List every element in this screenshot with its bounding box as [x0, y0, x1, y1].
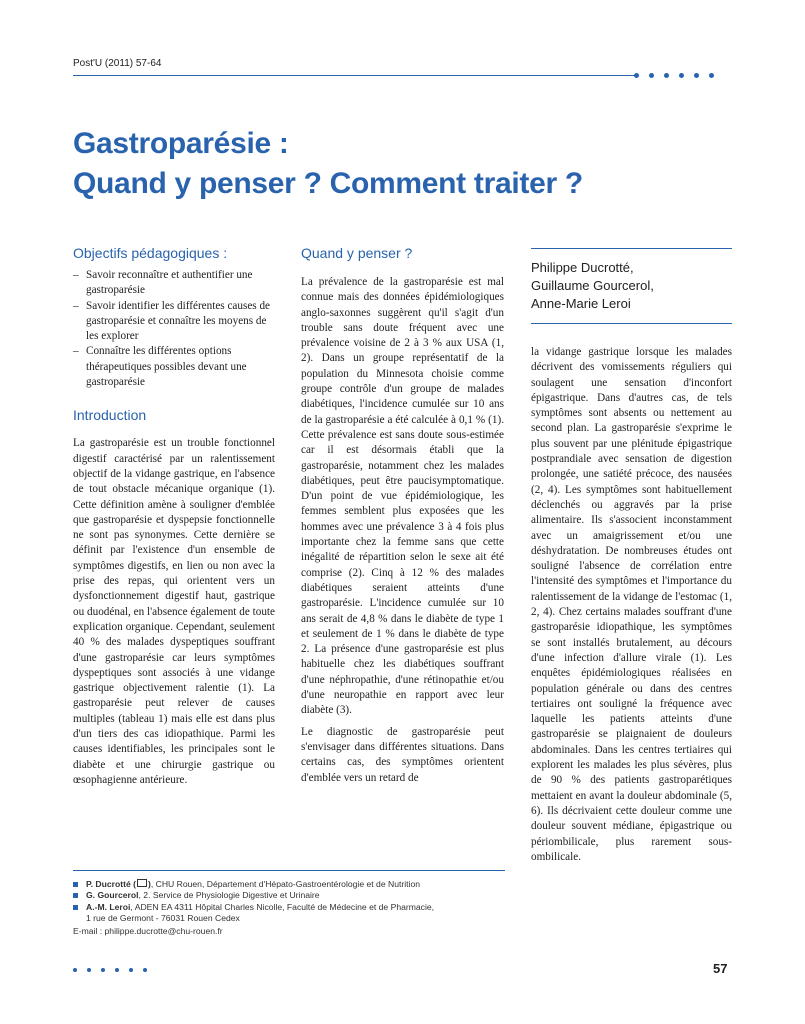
title-line-2: Quand y penser ? Comment traiter ? — [73, 167, 583, 200]
column-2 — [301, 244, 504, 786]
column-1 — [73, 244, 275, 788]
author-name: Anne-Marie Leroi — [531, 296, 631, 311]
decor-dot — [87, 968, 91, 972]
decor-dot — [694, 73, 699, 78]
footer-dots — [73, 968, 147, 972]
author-name: Guillaume Gourcerol, — [531, 278, 654, 293]
decor-dot — [143, 968, 147, 972]
author-block — [531, 248, 732, 324]
affiliation-rule — [73, 870, 505, 871]
introduction-heading: Introduction — [73, 407, 147, 424]
header-rule — [73, 75, 639, 76]
affiliation-name: P. Ducrotté ( — [86, 879, 136, 889]
affiliation-text: , ADEN EA 4311 Hôpital Charles Nicolle, Faculté de Médecine et de Pharmacie, — [130, 901, 435, 912]
column-3 — [531, 345, 732, 865]
envelope-icon — [137, 879, 147, 887]
decor-dot — [649, 73, 654, 78]
bullet-square-icon — [73, 882, 78, 887]
decor-dot — [129, 968, 133, 972]
journal-reference: Post'U (2011) 57-64 — [73, 58, 162, 69]
affiliation-item — [73, 902, 513, 913]
bullet-square-icon — [73, 893, 78, 898]
header-dots — [634, 73, 714, 78]
affiliation-address: 1 rue de Germont - 76031 Rouen Cedex — [86, 912, 240, 923]
author-name: Philippe Ducrotté, — [531, 260, 634, 275]
decor-dot — [115, 968, 119, 972]
author-rule-bottom — [531, 323, 732, 324]
affiliation-item — [73, 890, 513, 901]
affiliation-item — [73, 879, 513, 890]
decor-dot — [709, 73, 714, 78]
decor-dot — [634, 73, 639, 78]
decor-dot — [664, 73, 669, 78]
affiliation-name: G. Gourcerol — [86, 890, 139, 901]
affiliation-text: , CHU Rouen, Département d'Hépato-Gastroentérologie et de Nutrition — [150, 879, 421, 889]
article-title — [73, 124, 713, 204]
email-line: E-mail : philippe.ducrotte@chu-rouen.fr — [73, 926, 223, 937]
author-rule-top — [531, 248, 732, 249]
objective-item: – Savoir reconnaître et authentifier une gastroparésie — [73, 268, 275, 299]
decor-dot — [73, 968, 77, 972]
affiliation-name: A.-M. Leroi — [86, 901, 131, 912]
decor-dot — [101, 968, 105, 972]
quand-paragraph-1: La prévalence de la gastroparésie est mal connue mais des données épidémiologiques anglo-saxonnes suggèrent qu'il s'agit d'un trouble sans doute fréquent avec une prévalence voisine de 2 à 3 % aux USA (1, 2). Dans un groupe représentatif de la population du Minnesota choisie comme groupe contrôle d'un groupe de malades diabétiques, l'incidence cumulée sur 10 ans de la gastroparésie a été calculée à 0,1 % (1). Cette prévalence est sans doute sous-estimée car il est désormais établi que la gastroparésie, notamment chez les malades diabétiques, peut être paucisymptomatique. D'un point de vue épidémiologique, les femmes semblent plus exposées que les hommes avec une prévalence 3 à 4 fois plus importante chez la femme sans que cette inégalité de répartition selon le sexe ait été comprise (2). Cinq à 12 % des malades diabétiques seraient atteints d'une gastroparésie. L'incidence cumulée sur 10 ans serait de 4,8 % dans le diabète de type 1 et seulement de 1 % dans le diabète de type 2. La présence d'une gastroparésie est plus habituelle chez les diabétiques souffrant d'une néphropathie, d'une rétinopathie et/ou d'une neuropathie en rapport avec leur diabète (3). — [301, 276, 504, 717]
affiliation-text: , 2. Service de Physiologie Digestive et Urinaire — [138, 890, 320, 901]
objective-item: – Connaître les différentes options thérapeutiques possibles devant une gastroparésie — [73, 344, 275, 390]
objectives-heading: Objectifs pédagogiques : — [73, 245, 228, 261]
quand-paragraph-3: la vidange gastrique lorsque les malades décrivent des vomissements réguliers qui soulagent une sensation d'inconfort épigastrique. Dans d'autres cas, de tels symptômes sont absents ou nettement au second plan. La gastroparésie s'exprime le plus souvent par une plénitude épigastrique postprandiale avec sensation de digestion prolongée, une satiété précoce, des nausées (2, 4). Les symptômes sont habituellement déclenchés ou aggravés par la prise alimentaire. Ils s'associent inconstamment avec un amaigrissement et/ou une déshydratation. De nombreuses études ont souligné l'absence de corrélation entre l'intensité des symptômes et l'importance du ralentissement de la vidange de l'estomac (1, 2, 4). Chez certains malades souffrant d'une gastroparésie idiopathique, les symptômes se sont installés brutalement, au décours d'une infection d'allure virale (1). Les enquêtes épidémiologiques réalisées en population générale ou dans des centres tertiaires ont souligné la fréquence avec laquelle les patients atteints d'une gastroparésie se plaignaient de douleurs abdominales. Dans les centres tertiaires qui explorent les malades les plus sévères, plus de 90 % des patients gastroparétiques mettaient en avant la douleur abdominale (5, 6). Ils décrivaient cette douleur comme une douleur souvent médiane, épigastrique ou périombilicale, plus rarement sous-ombilicale. — [531, 346, 732, 863]
objective-item: – Savoir identifier les différentes causes de gastroparésie et connaître les moyens de les explorer — [73, 299, 275, 345]
page-number: 57 — [713, 961, 728, 976]
decor-dot — [679, 73, 684, 78]
introduction-text: La gastroparésie est un trouble fonctionnel digestif caractérisé par un ralentissement objectif de la vidange gastrique, en l'absence de tout obstacle mécanique organique (1). Cette définition amène à souligner d'emblée que gastroparésie et dyspepsie fonctionnelle ne sont pas synonymes. Cette dernière se définit par l'existence d'un ensemble de symptômes digestifs, en lien ou non avec la prise des repas, qui orientent vers un dysfonctionnement digestif haut, gastrique ou duodénal, en l'absence également de toute explication organique. Cependant, seulement 40 % des malades dyspeptiques souffrant d'une gastroparésie car leurs symptômes dyspeptiques sont associés à une vidange gastrique objectivement ralentie (1). La gastroparésie peut relever de causes multiples (tableau 1) mais elle est dans plus d'un tiers des cas idiopathique. Parmi les causes identifiables, les principales sont le diabète et une chirurgie gastrique ou œsophagienne antérieure. — [73, 437, 275, 786]
author-list — [531, 259, 732, 313]
bullet-square-icon — [73, 905, 78, 910]
objectives-list — [73, 268, 275, 390]
affiliation-name-end: ) — [147, 879, 151, 889]
quand-heading: Quand y penser ? — [301, 245, 413, 261]
title-line-1: Gastroparésie : — [73, 127, 289, 160]
quand-paragraph-2: Le diagnostic de gastroparésie peut s'envisager dans différentes situations. Dans certains cas, des symptômes orientent d'emblée vers un retard de — [301, 725, 504, 784]
affiliations — [73, 879, 513, 937]
